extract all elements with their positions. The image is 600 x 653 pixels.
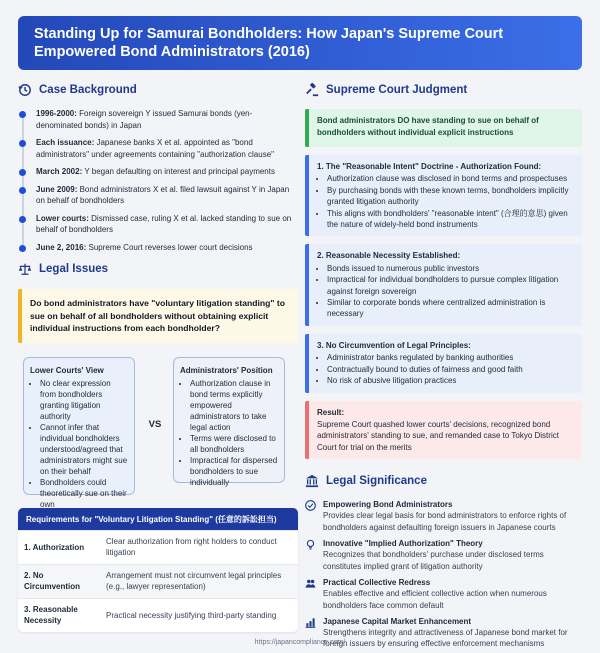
legal-issues-heading: Legal Issues xyxy=(18,259,298,279)
page-header xyxy=(18,16,582,70)
lightbulb-icon xyxy=(305,539,316,550)
scales-icon xyxy=(18,262,32,276)
list-item: • Bonds issued to numerous public investors xyxy=(327,263,574,274)
history-icon xyxy=(18,83,32,97)
significance-list xyxy=(305,499,582,650)
right-column xyxy=(305,80,582,653)
judgment-section: 1. The "Reasonable Intent" Doctrine - Authorization Found: • Authorization clause was disclosed in bond terms and prospectuses • By purchasing bonds with these known terms, bondholders implicitly granted litigation authority • This aligns with bondholders' "reasonable intent" (合理的意思) given the nature of widely-held bond instruments xyxy=(305,155,582,236)
timeline-item: Lower courts: Dismissed case, ruling X et al. lacked standing to sue on behalf of bondholders xyxy=(36,213,298,236)
judgment-result: Result: Supreme Court quashed lower courts' decisions, recognized bond administrators' standing to sue, and remanded case to Tokyo District Court for trial on the merits xyxy=(305,401,582,460)
significance-heading: Legal Significance xyxy=(305,471,582,491)
list-item: • Administrator banks regulated by banking authorities xyxy=(327,352,574,363)
judgment-heading: Supreme Court Judgment xyxy=(305,80,582,100)
positions-comparison xyxy=(18,357,298,509)
list-item: • No risk of abusive litigation practices xyxy=(327,375,574,386)
significance-item: Japanese Capital Market Enhancement Strengthens integrity and attractiveness of Japanese bond market for foreign issuers by ensuring effective enforcement mechanisms xyxy=(305,616,582,650)
list-item: • Impractical for dispersed bondholders to sue individually xyxy=(190,455,278,488)
left-column xyxy=(18,80,298,632)
institution-icon xyxy=(305,474,319,488)
list-item: • Cannot infer that individual bondholders understood/agreed that administrators might sue on their behalf xyxy=(40,422,128,477)
timeline-item: June 2, 2016: Supreme Court reverses lower court decisions xyxy=(36,242,298,254)
requirements-table xyxy=(18,508,298,632)
list-item: • This aligns with bondholders' "reasonable intent" (合理的意思) given the nature of widely-held bond instruments xyxy=(327,208,574,231)
significance-item: Innovative "Implied Authorization" Theory Recognizes that bondholders' purchase under disclosed terms constitutes implied grant of litigation authority xyxy=(305,538,582,572)
case-background-heading: Case Background xyxy=(18,80,298,100)
list-item: • Impractical for individual bondholders to pursue complex litigation against foreign sovereign xyxy=(327,274,574,297)
list-item: • No clear expression from bondholders granting litigation authority xyxy=(40,378,128,422)
list-item: • Authorization clause in bond terms explicitly empowered administrators to take legal action xyxy=(190,378,278,433)
timeline-item: March 2002: Y began defaulting on interest and principal payments xyxy=(36,166,298,178)
judgment-holding: Bond administrators DO have standing to sue on behalf of bondholders without individual explicit instructions xyxy=(305,109,582,147)
table-row: 3. Reasonable Necessity Practical necessity justifying third-party standing xyxy=(18,598,298,632)
list-item: • Bondholders could theoretically sue on their own xyxy=(40,477,128,510)
significance-item: Practical Collective Redress Enables effective and efficient collective action when numerous bondholders face common default xyxy=(305,577,582,611)
judgment-section: 2. Reasonable Necessity Established: • Bonds issued to numerous public investors • Impractical for individual bondholders to pursue complex litigation against foreign sovereign • Similar to corporate bonds where centralized administration is necessary xyxy=(305,244,582,325)
vs-label: VS xyxy=(148,418,162,430)
gavel-icon xyxy=(305,83,319,97)
page-title: Standing Up for Samurai Bondholders: How Japan's Supreme Court Empowered Bond Administrators (2016) xyxy=(34,26,504,60)
lower-courts-view: Lower Courts' View • No clear expression from bondholders granting litigation authority • Cannot infer that individual bondholders understood/agreed that administrators might sue on their behalf • Bondholders could theoretically sue on their own xyxy=(23,357,135,495)
shield-check-icon xyxy=(305,500,316,511)
administrators-position: Administrators' Position • Authorization clause in bond terms explicitly empowered administrators to take legal action • Terms were disclosed to all bondholders • Impractical for dispersed bondholders to sue individually xyxy=(173,357,285,483)
table-row: 1. Authorization Clear authorization from right holders to conduct litigation xyxy=(18,530,298,564)
list-item: • Similar to corporate bonds where centralized administration is necessary xyxy=(327,297,574,320)
chart-icon xyxy=(305,617,316,628)
timeline-item: June 2009: Bond administrators X et al. filed lawsuit against Y in Japan on behalf of bondholders xyxy=(36,184,298,207)
footer-url: https://japancompliance.com/ xyxy=(254,639,346,646)
timeline-item: 1996-2000: Foreign sovereign Y issued Samurai bonds (yen-denominated bonds) in Japan xyxy=(36,108,298,131)
requirements-title: Requirements for "Voluntary Litigation Standing" (任意的訴訟担当) xyxy=(18,508,298,530)
judgment-section: 3. No Circumvention of Legal Principles: • Administrator banks regulated by banking authorities • Contractually bound to duties of fairness and good faith • No risk of abusive litigation practices xyxy=(305,334,582,393)
list-item: • Contractually bound to duties of fairness and good faith xyxy=(327,364,574,375)
timeline-item: Each issuance: Japanese banks X et al. appointed as "bond administrators" under agreements containing "authorization clause" xyxy=(36,137,298,160)
list-item: • By purchasing bonds with these known terms, bondholders implicitly granted litigation authority xyxy=(327,185,574,208)
legal-question: Do bond administrators have "voluntary litigation standing" to sue on behalf of all bondholders without obtaining explicit individual instructions from each bondholder? xyxy=(18,289,298,343)
users-icon xyxy=(305,578,316,589)
table-row: 2. No Circumvention Arrangement must not circumvent legal principles (e.g., lawyer representation) xyxy=(18,564,298,598)
timeline xyxy=(18,108,298,253)
list-item: • Authorization clause was disclosed in bond terms and prospectuses xyxy=(327,173,574,184)
significance-item: Empowering Bond Administrators Provides clear legal basis for bond administrators to enforce rights of bondholders against defaulting foreign issuers in Japanese courts xyxy=(305,499,582,533)
list-item: • Terms were disclosed to all bondholders xyxy=(190,433,278,455)
